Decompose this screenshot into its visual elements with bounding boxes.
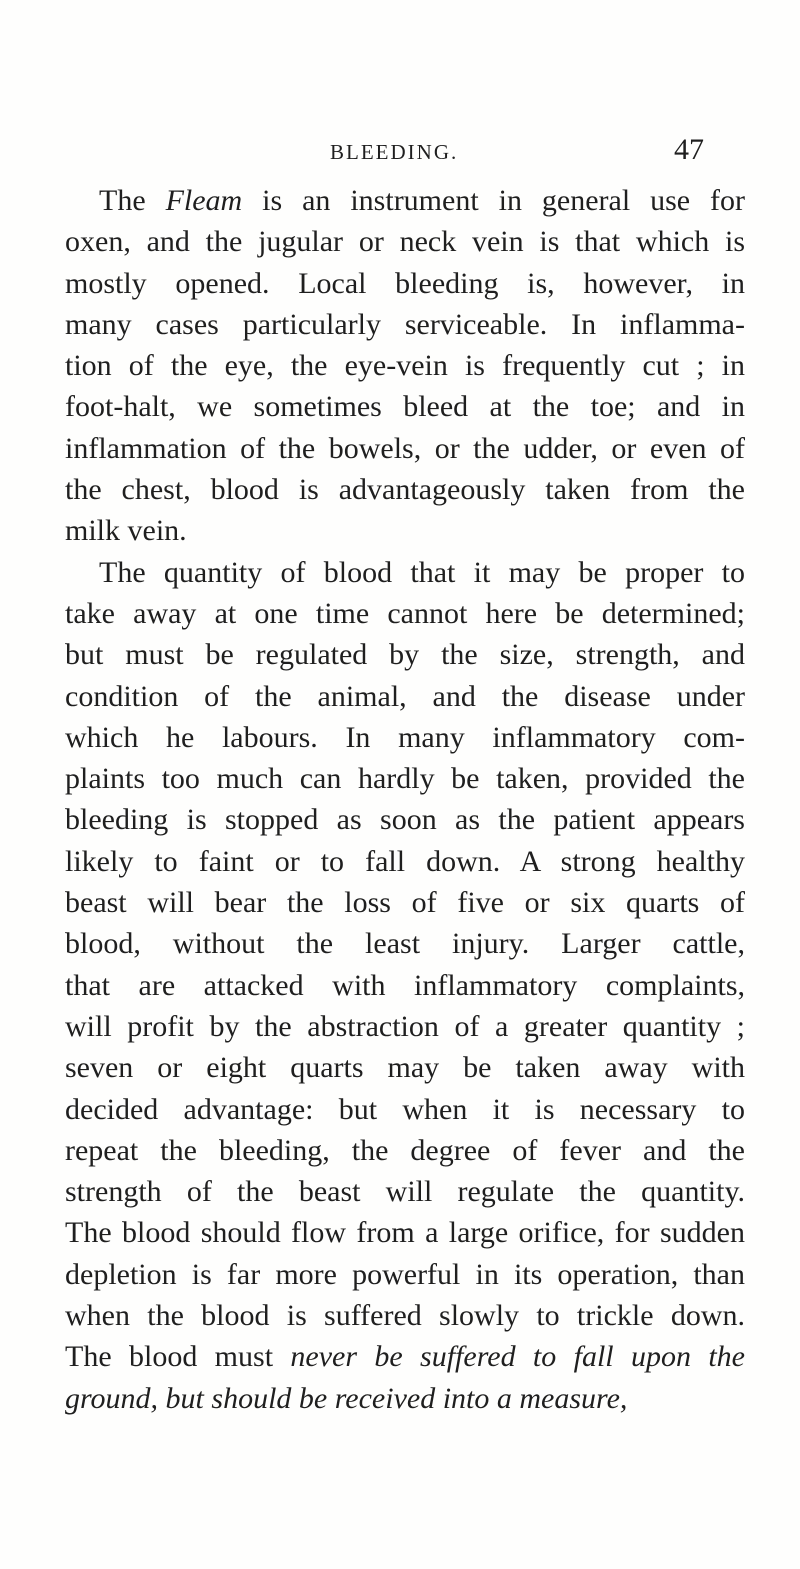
text-line <box>65 634 745 675</box>
text-run: seven or eight quarts may be taken away with <box>65 1051 745 1085</box>
text-line <box>65 1089 745 1130</box>
text-line <box>65 1171 745 1212</box>
text-run: mostly opened. Local bleeding is, however, in <box>65 266 745 300</box>
page-number: 47 <box>674 133 704 166</box>
text-line <box>65 717 745 758</box>
text-line <box>65 799 745 840</box>
text-run: which he labours. In many inflammatory com- <box>65 720 745 754</box>
italic-run: never be suffered to fall upon the <box>290 1340 745 1374</box>
text-run: The quantity of blood that it may be proper to <box>99 555 745 589</box>
text-run: plaints too much can hardly be taken, provided the <box>65 762 745 796</box>
text-run: condition of the animal, and the disease under <box>65 679 745 713</box>
text-run: bleeding is stopped as soon as the patient appears <box>65 803 745 837</box>
text-line <box>65 221 745 262</box>
text-run: take away at one time cannot here be determined; <box>65 596 745 630</box>
text-run: likely to faint or to fall down. A strong healthy <box>65 844 745 878</box>
running-head: BLEEDING. <box>330 140 459 164</box>
text-line <box>65 1130 745 1171</box>
text-run: blood, without the least injury. Larger cattle, <box>65 927 745 961</box>
text-run: inflammation of the bowels, or the udder, or even of <box>65 431 745 465</box>
body-text <box>65 180 745 1419</box>
text-run: that are attacked with inflammatory complaints, <box>65 968 745 1002</box>
text-run: is an instrument in general use for <box>242 184 745 217</box>
text-run: will profit by the abstraction of a greater quantity ; <box>65 1009 745 1043</box>
text-line <box>65 552 745 593</box>
text-line <box>65 593 745 634</box>
text-line <box>65 1336 745 1377</box>
text-line <box>65 180 745 221</box>
text-line <box>65 1047 745 1088</box>
text-line <box>65 263 745 304</box>
text-line <box>65 676 745 717</box>
italic-run: Fleam <box>165 184 243 217</box>
text-line <box>65 510 745 551</box>
text-line <box>65 1254 745 1295</box>
text-line <box>65 882 745 923</box>
text-line <box>65 1212 745 1253</box>
text-line <box>65 965 745 1006</box>
text-line <box>65 758 745 799</box>
text-line <box>65 1006 745 1047</box>
text-run: repeat the bleeding, the degree of fever and the <box>65 1133 745 1167</box>
text-line <box>65 304 745 345</box>
italic-run: ground, but should be received into a measure, <box>65 1381 628 1415</box>
text-line <box>65 923 745 964</box>
text-line <box>65 1378 745 1419</box>
text-run: strength of the beast will regulate the quantity. <box>65 1175 745 1209</box>
text-run: foot-halt, we sometimes bleed at the toe; and in <box>65 390 745 424</box>
text-line <box>65 469 745 510</box>
text-run: beast will bear the loss of five or six quarts of <box>65 886 745 920</box>
text-run: but must be regulated by the size, strength, and <box>65 638 745 672</box>
text-line <box>65 841 745 882</box>
text-line <box>65 386 745 427</box>
text-run: The <box>99 184 166 217</box>
text-run: tion of the eye, the eye-vein is frequently cut ; in <box>65 349 745 383</box>
text-line <box>65 428 745 469</box>
text-run: milk vein. <box>65 514 187 548</box>
text-run: many cases particularly serviceable. In inflamma- <box>65 307 745 341</box>
text-line <box>65 345 745 386</box>
text-run: The blood should flow from a large orifice, for sudden <box>65 1216 745 1250</box>
text-run: when the blood is suffered slowly to trickle down. <box>65 1299 745 1333</box>
text-run: decided advantage: but when it is necessary to <box>65 1092 745 1126</box>
text-run: the chest, blood is advantageously taken from the <box>65 473 745 507</box>
text-run: depletion is far more powerful in its operation, than <box>65 1257 745 1291</box>
text-line <box>65 1295 745 1336</box>
text-run: The blood must <box>65 1340 291 1374</box>
text-run: oxen, and the jugular or neck vein is that which is <box>65 225 745 259</box>
